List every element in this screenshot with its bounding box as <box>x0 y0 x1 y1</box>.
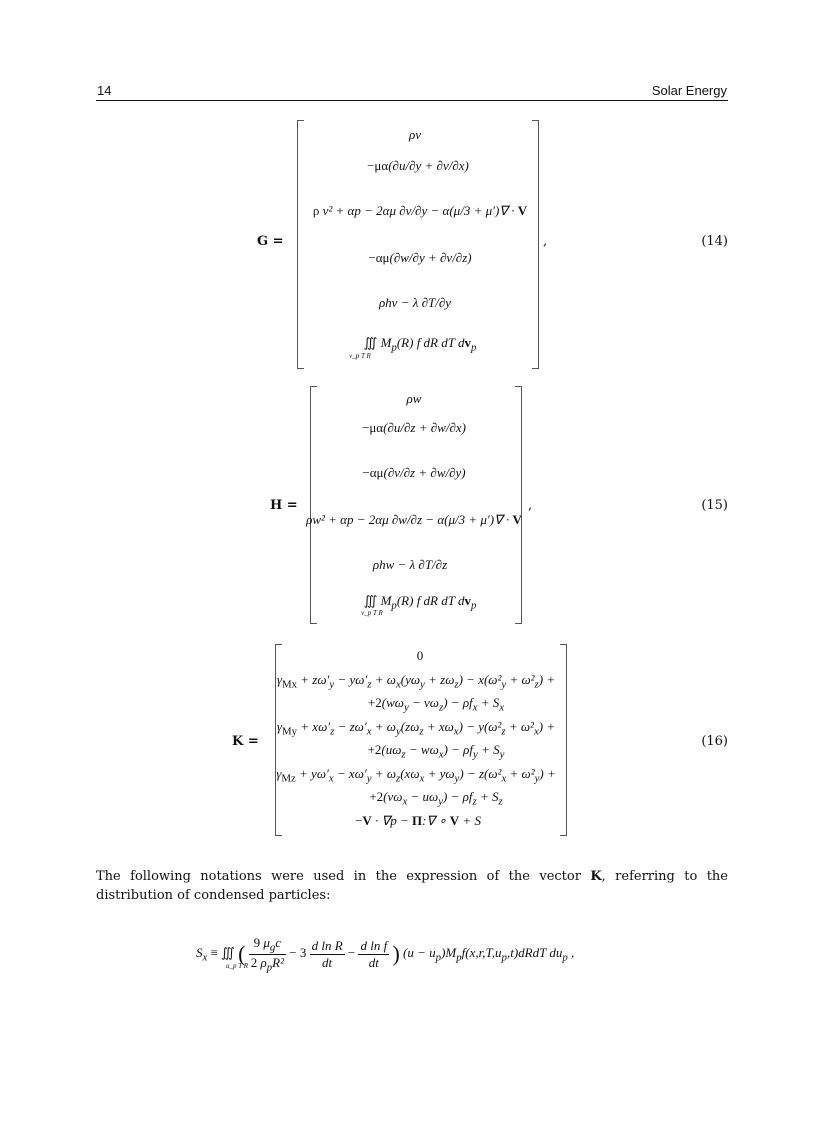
eq14-row-3: ρ v² + αp − 2αμ ∂v/∂y − α(μ/3 + μ′)∇ · V <box>312 203 528 218</box>
eq14-integral-limits: v_p T R <box>349 352 371 360</box>
sx-integral-limits: u_p T R <box>226 962 249 970</box>
eq14-row-5: ρhv − λ ∂T/∂y <box>378 295 452 310</box>
eq16-row-7: $+2(v\omega_x - u\omega_y) - \rho f_z + S_z$ <box>369 789 503 808</box>
eq15-integral-limits: v_p T R <box>361 609 383 617</box>
eq16-lhs: K = <box>232 734 259 749</box>
eq15-row-2: −μα(∂u/∂z + ∂w/∂x) <box>362 420 466 435</box>
page-header <box>96 82 728 101</box>
eq16-row-6: $\gamma_{Mz} + y\omega'_x - x\omega'_y + \omega_z(x\omega_x + y\omega_y) - z(\omega^2_x + \omega^2_y)$ + <box>276 766 556 785</box>
eq16-row-3: $+2(w\omega_y - v\omega_z) - \rho f_x + S_x$ <box>367 695 505 714</box>
eq14-comma: , <box>543 234 548 249</box>
eq16-row-8: −V · ∇p − Π:∇ ∘ V + S <box>355 813 481 828</box>
eq15-row-4: ρw² + αp − 2αμ ∂w/∂z − α(μ/3 + μ′)∇ · V <box>306 512 522 527</box>
eq15-row-1: ρw <box>406 391 422 406</box>
page-number: 14 <box>97 83 112 98</box>
eq14-right-bracket <box>532 120 539 369</box>
sx-equation: $S_x$ ≡ ∭ ( 9 $\mu_gc$ 2 $\rho_pR^2$ − 3 $\frac{\text{d ln R}}{dt}$ − $\frac{\text{d ln f}}{dt}$ ) $(u - u_p)M_pf(x,r,T,u_p,t)dRdT$ $du_p$ , <box>196 935 575 974</box>
body-paragraph <box>96 867 728 905</box>
eq14-row-4: −αμ(∂w/∂y + ∂v/∂z) <box>368 250 472 265</box>
eq14-lhs: G = <box>257 234 284 249</box>
eq15-comma: , <box>528 498 533 513</box>
eq15-row-5: ρhw − λ ∂T/∂z <box>372 557 448 572</box>
eq14-row-6: ∭ $M_p(R)$ f dR dT $dv_p$ <box>363 335 477 354</box>
eq16-number: (16) <box>701 734 728 749</box>
eq16-row-2: $\gamma_{Mx} + z\omega'_y - y\omega'_z + \omega_x(y\omega_y + z\omega_z) - x(\omega^2_y + \omega^2_z)$ + <box>276 672 556 691</box>
eq14-row-2: −μα(∂u/∂y + ∂v/∂x) <box>367 158 469 173</box>
eq14-left-bracket <box>297 120 304 369</box>
eq16-row-4: $\gamma_{My} + x\omega'_z - z\omega'_x + \omega_y(z\omega_z + x\omega_x) - y(\omega^2_z + \omega^2_x)$ + <box>276 719 556 738</box>
eq15-left-bracket <box>310 386 317 624</box>
eq15-lhs: H = <box>270 498 298 513</box>
eq16-right-bracket <box>560 644 567 836</box>
eq15-number: (15) <box>701 498 728 513</box>
eq15-row-3: −αμ(∂v/∂z + ∂w/∂y) <box>362 465 466 480</box>
paragraph-bold-k: K <box>590 869 602 884</box>
eq14-row-1: ρv <box>408 127 422 142</box>
eq14-number: (14) <box>701 234 728 249</box>
running-title: Solar Energy <box>651 83 727 98</box>
eq16-row-1: 0 <box>416 648 424 663</box>
eq16-row-5: $+2(u\omega_z - w\omega_x) - \rho f_y + S_y$ <box>367 742 505 761</box>
paragraph-text-after: , referring to the distribution of condensed particles: <box>96 869 728 903</box>
eq15-row-6: ∭ $M_p(R)$ f dR dT $dv_p$ <box>363 593 477 612</box>
paragraph-text-before: The following notations were used in the expression of the vector <box>96 869 591 884</box>
eq15-right-bracket <box>515 386 522 624</box>
